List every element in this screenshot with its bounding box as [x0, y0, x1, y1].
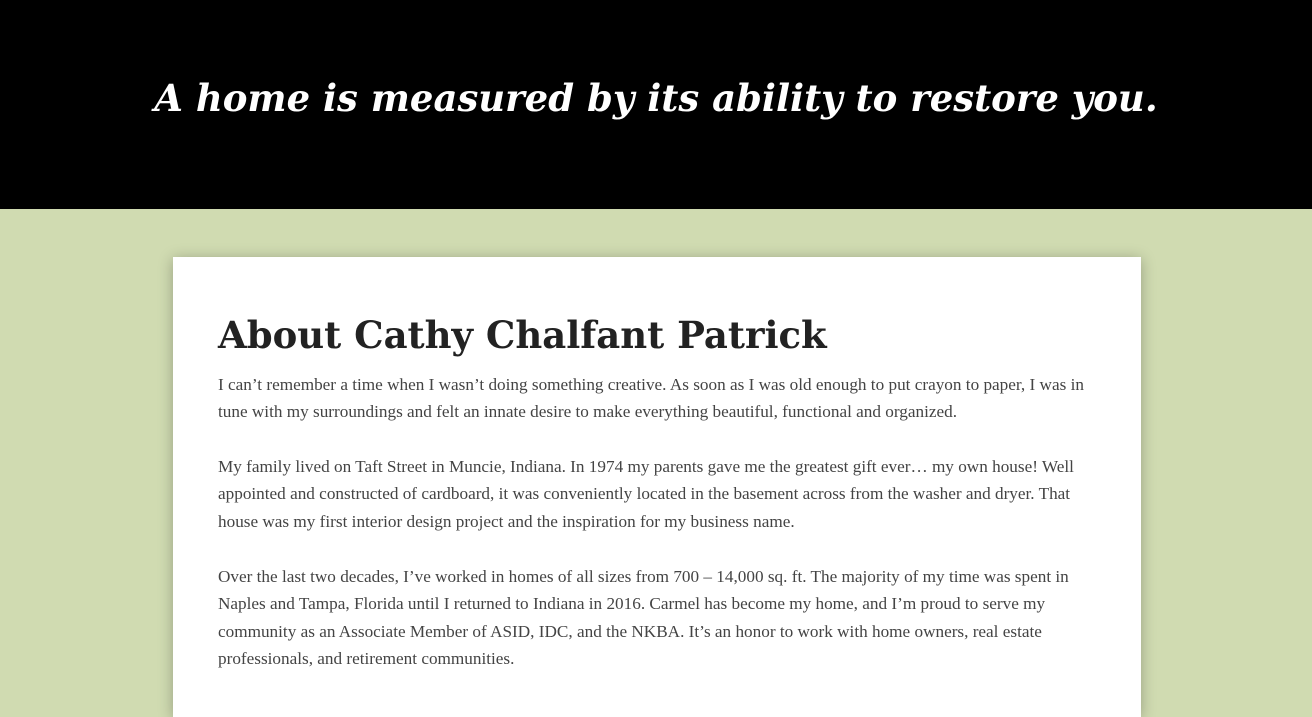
hero-quote: A home is measured by its ability to restore you.: [154, 76, 1158, 120]
about-paragraph-3: Over the last two decades, I’ve worked in homes of all sizes from 700 – 14,000 sq. ft. The majority of my time was spent in Naples and Tampa, Florida until I returned to Indiana in 2016. Carmel has become my home, and I’m proud to serve my community as an Associate Member of ASID, IDC, and the NKBA. It’s an honor to work with home owners, real estate professionals, and retirement communities.: [218, 567, 1069, 668]
about-card: [173, 257, 1141, 717]
hero-banner: [0, 0, 1312, 209]
about-paragraph-2: My family lived on Taft Street in Muncie, Indiana. In 1974 my parents gave me the greatest gift ever… my own house! Well appointed and constructed of cardboard, it was conveniently located in the basement across from the washer and dryer. That house was my first interior design project and the inspiration for my business name.: [218, 457, 1074, 531]
about-title: About Cathy Chalfant Patrick: [218, 313, 827, 357]
about-paragraph-1: I can’t remember a time when I wasn’t doing something creative. As soon as I was old enough to put crayon to paper, I was in tune with my surroundings and felt an innate desire to make everything beautiful, functional and organized.: [218, 375, 1084, 422]
